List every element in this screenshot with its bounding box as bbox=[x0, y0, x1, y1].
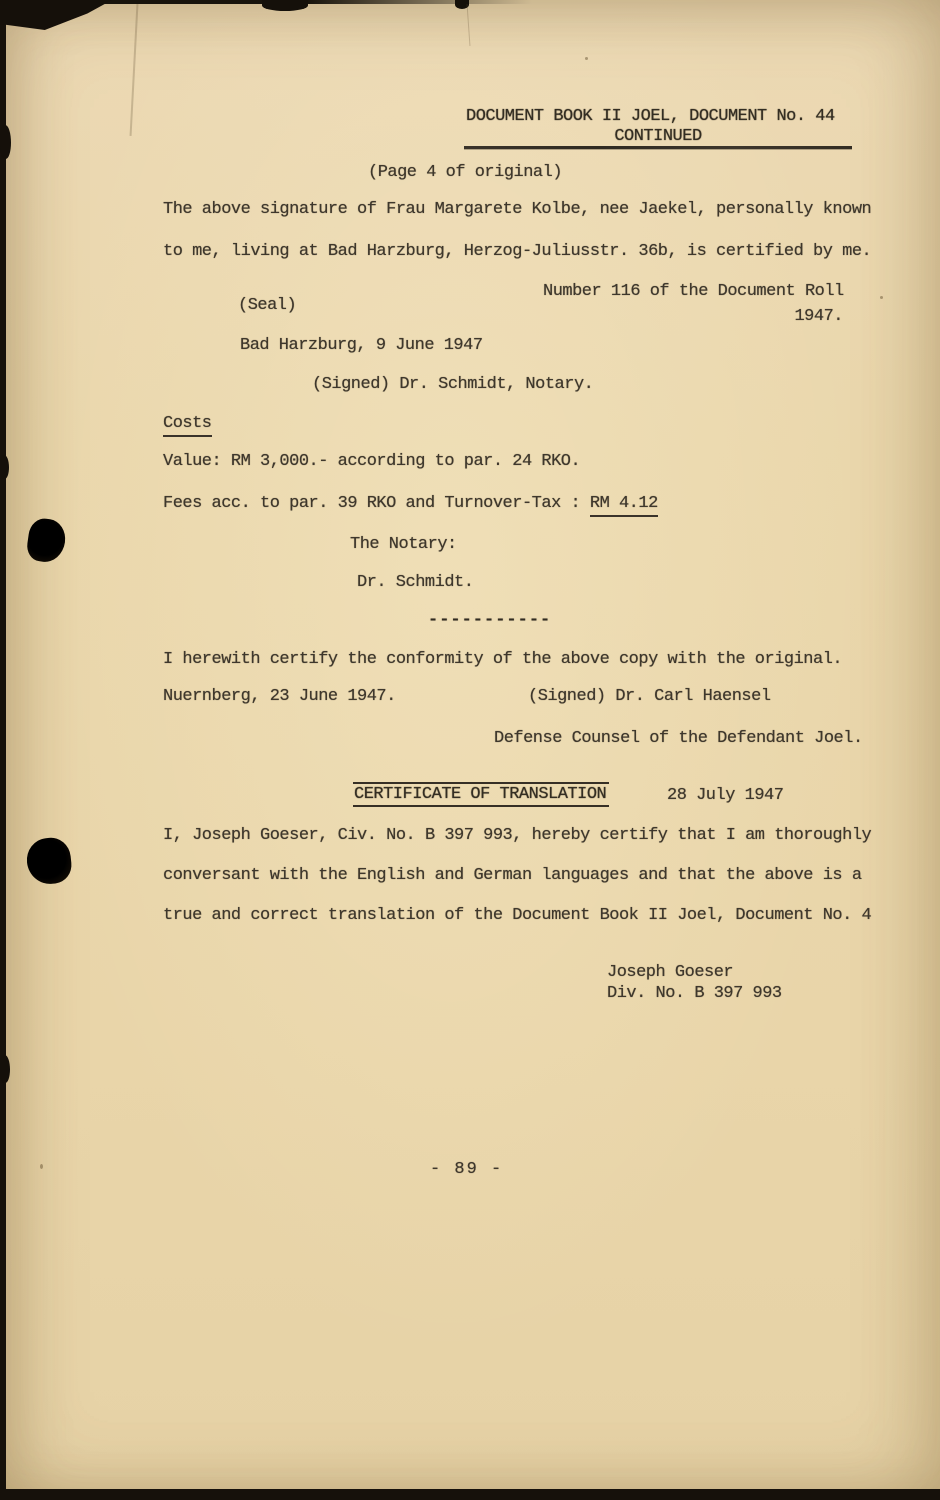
conformity-signature: (Signed) Dr. Carl Haensel bbox=[528, 687, 771, 706]
document-header-title: DOCUMENT BOOK II JOEL, DOCUMENT No. 44 bbox=[466, 107, 835, 126]
translator-name: Joseph Goeser bbox=[607, 963, 734, 982]
scan-edge-bottom bbox=[0, 1489, 940, 1500]
costs-value-line: Value: RM 3,000.- according to par. 24 RKO. bbox=[163, 452, 581, 471]
punch-hole-bottom bbox=[25, 836, 74, 886]
conformity-statement: I herewith certify the conformity of the above copy with the original. bbox=[163, 650, 843, 669]
translation-certificate-heading: CERTIFICATE OF TRANSLATION bbox=[353, 782, 609, 807]
paper-crease-2 bbox=[467, 4, 471, 46]
seal-note: (Seal) bbox=[238, 296, 297, 315]
translation-certificate-line2: conversant with the English and German languages and that the above is a bbox=[163, 866, 862, 885]
document-roll-number-line1: Number 116 of the Document Roll bbox=[543, 282, 844, 301]
notary-signature-line: (Signed) Dr. Schmidt, Notary. bbox=[312, 375, 594, 394]
scan-left-bump-1 bbox=[0, 125, 11, 159]
scan-edge-left bbox=[0, 0, 6, 1500]
scan-left-bump-2 bbox=[0, 455, 9, 479]
paper-speck bbox=[40, 1164, 43, 1169]
page-number: - 89 - bbox=[430, 1160, 504, 1179]
paper-speck bbox=[585, 57, 588, 60]
costs-heading-text: Costs bbox=[163, 414, 212, 437]
translator-id-number: Div. No. B 397 993 bbox=[607, 984, 782, 1003]
certification-paragraph-line2: to me, living at Bad Harzburg, Herzog-Juliusstr. 36b, is certified by me. bbox=[163, 242, 872, 261]
translation-certificate-line3: true and correct translation of the Document Book II Joel, Document No. 4 bbox=[163, 906, 872, 925]
conformity-place-date: Nuernberg, 23 June 1947. bbox=[163, 687, 396, 706]
translation-certificate-date: 28 July 1947 bbox=[667, 786, 784, 805]
notary-name: Dr. Schmidt. bbox=[357, 573, 474, 592]
document-roll-number-line2: 1947. bbox=[794, 307, 843, 326]
costs-fees-line bbox=[163, 495, 658, 512]
certification-paragraph-line1: The above signature of Frau Margarete Kolbe, nee Jaekel, personally known bbox=[163, 200, 872, 219]
punch-hole-top bbox=[25, 517, 68, 565]
notary-place-date: Bad Harzburg, 9 June 1947 bbox=[240, 336, 483, 355]
document-header-continued: CONTINUED bbox=[614, 127, 702, 146]
header-underline bbox=[464, 146, 852, 149]
notary-label: The Notary: bbox=[350, 535, 457, 554]
paper-crease-1 bbox=[130, 4, 139, 136]
scan-corner-blotch bbox=[0, 0, 112, 30]
conformity-signatory-role: Defense Counsel of the Defendant Joel. bbox=[494, 729, 863, 748]
dashed-divider: ----------- bbox=[428, 611, 552, 630]
costs-heading bbox=[163, 415, 212, 432]
translation-certificate-line1: I, Joseph Goeser, Civ. No. B 397 993, hereby certify that I am thoroughly bbox=[163, 826, 872, 845]
page-reference: (Page 4 of original) bbox=[368, 163, 563, 182]
costs-fees-amount: RM 4.12 bbox=[590, 494, 658, 517]
scan-left-bump-3 bbox=[0, 1055, 10, 1083]
scan-top-blotch bbox=[262, 0, 308, 11]
costs-fees-prefix: Fees acc. to par. 39 RKO and Turnover-Tax : bbox=[163, 494, 590, 513]
paper-speck bbox=[880, 296, 883, 299]
